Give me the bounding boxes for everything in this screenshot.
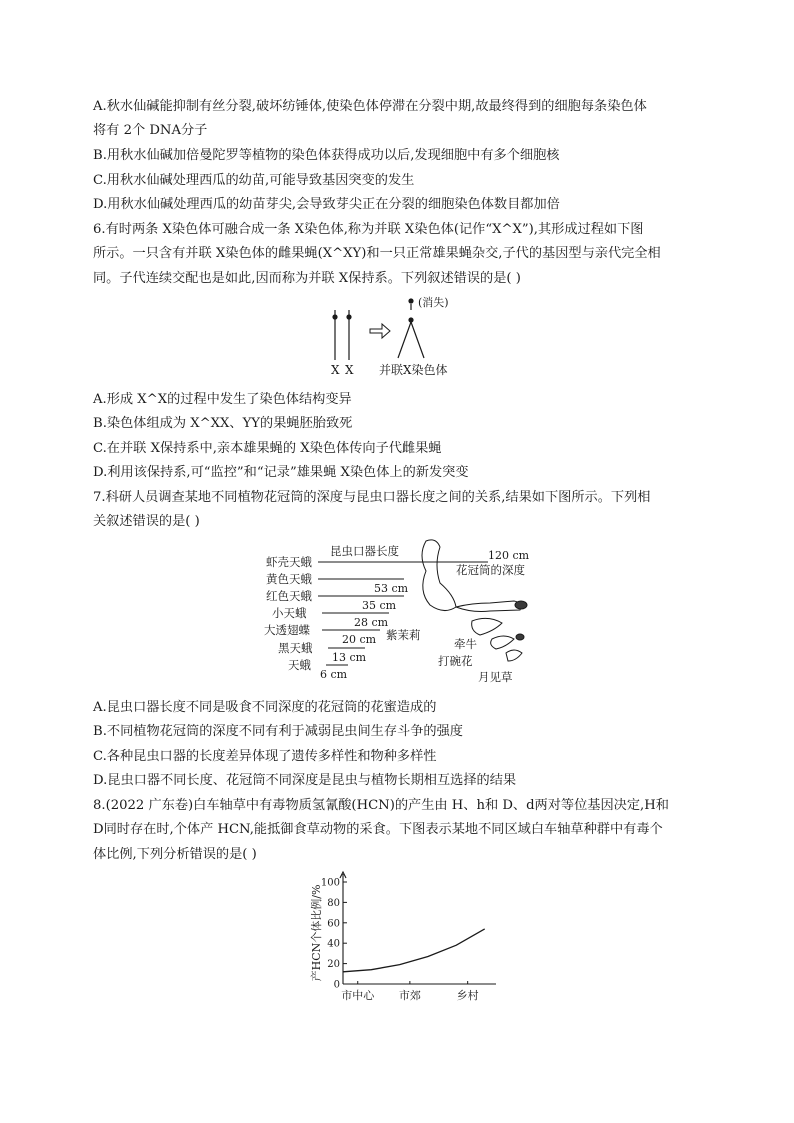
x-label-2: X xyxy=(345,363,354,377)
header-corolla: 花冠筒的深度 xyxy=(456,563,525,577)
lost-label: (消失) xyxy=(418,296,449,309)
y-tick-label: 20 xyxy=(327,959,340,971)
q5-option-d: D.用秋水仙碱处理西瓜的幼苗芽尖,会导致芽尖正在分裂的细胞染色体数目都加倍 xyxy=(93,197,560,212)
length-7: 6 cm xyxy=(320,668,348,681)
insect-7: 天蛾 xyxy=(288,658,311,672)
hcn-line-chart xyxy=(296,862,506,1007)
q6-stem-line3: 同。子代连续交配也是如此,因而称为并联 X保持系。下列叙述错误的是( ) xyxy=(93,271,521,286)
length-1: 120 cm xyxy=(488,549,530,562)
length-5: 20 cm xyxy=(342,633,377,646)
flower-3: 打碗花 xyxy=(438,654,473,668)
flower-4: 月见草 xyxy=(478,670,513,684)
q6-stem-line2: 所示。一只含有并联 X染色体的雌果蝇(X^XY)和一只正常雄果蝇杂交,子代的基因型与亲代完全相 xyxy=(93,246,661,261)
q8-stem-line1: 8.(2022 广东卷)白车轴草中有毒物质氢氰酸(HCN)的产生由 H、h和 D、d两对等位基因决定,H和 xyxy=(93,798,669,813)
insect-6: 黑天蛾 xyxy=(278,641,313,655)
insect-4: 小天蛾 xyxy=(272,606,307,620)
q7-option-b: B.不同植物花冠筒的深度不同有利于减弱昆虫间生存斗争的强度 xyxy=(93,724,463,739)
q8-stem-line2: D同时存在时,个体产 HCN,能抵御食草动物的采食。下图表示某地不同区域白车轴草种群中有毒个 xyxy=(93,822,663,837)
insect-1: 虾壳天蛾 xyxy=(266,555,312,569)
q7-stem-line2: 关叙述错误的是( ) xyxy=(93,514,200,529)
q6-stem-line1: 6.有时两条 X染色体可融合成一条 X染色体,称为并联 X染色体(记作“X^X”),其形成过程如下图 xyxy=(93,222,644,237)
y-tick-label: 0 xyxy=(333,979,340,991)
y-tick-label: 40 xyxy=(327,938,340,950)
q6-option-d: D.利用该保持系,可“监控”和“记录”雄果蝇 X染色体上的新发突变 xyxy=(93,465,469,480)
q6-option-c: C.在并联 X保持系中,亲本雄果蝇的 X染色体传向子代雌果蝇 xyxy=(93,441,442,456)
q7-option-c: C.各种昆虫口器的长度差异体现了遗传多样性和物种多样性 xyxy=(93,749,437,764)
length-4: 28 cm xyxy=(354,616,389,629)
q6-option-b: B.染色体组成为 X^XX、YY的果蝇胚胎致死 xyxy=(93,416,353,431)
y-tick-label: 100 xyxy=(320,877,340,889)
q6-option-a: A.形成 X^X的过程中发生了染色体结构变异 xyxy=(93,392,352,407)
length-3: 35 cm xyxy=(362,599,397,612)
q5-option-b: B.用秋水仙碱加倍曼陀罗等植物的染色体获得成功以后,发现细胞中有多个细胞核 xyxy=(93,148,560,163)
proboscis-corolla-figure xyxy=(258,535,538,685)
series-line-hcn xyxy=(343,929,485,972)
y-tick-label: 80 xyxy=(327,897,340,909)
x-tick-label: 市中心 xyxy=(341,989,375,1002)
attached-x-diagram xyxy=(320,290,480,380)
q8-stem-line3: 体比例,下列分析错误的是( ) xyxy=(93,847,257,862)
length-2: 53 cm xyxy=(374,582,409,595)
flower-1: 紫茉莉 xyxy=(386,628,421,642)
q5-option-a-line1: A.秋水仙碱能抑制有丝分裂,破坏纺锤体,使染色体停滞在分裂中期,故最终得到的细胞每条染色体 xyxy=(93,99,647,114)
arrow-icon xyxy=(370,324,390,338)
x-tick-label: 乡村 xyxy=(456,989,479,1002)
flower-2: 牵牛 xyxy=(454,637,477,651)
insect-2: 黄色天蛾 xyxy=(266,572,312,586)
insect-5: 大透翅蝶 xyxy=(264,623,310,637)
x-tick-label: 市郊 xyxy=(398,989,421,1002)
q5-option-c: C.用秋水仙碱处理西瓜的幼苗,可能导致基因突变的发生 xyxy=(93,173,415,188)
insect-3: 红色天蛾 xyxy=(266,589,312,603)
attached-x-label: 并联X染色体 xyxy=(379,363,448,377)
y-tick-label: 60 xyxy=(327,918,340,930)
q5-option-a-line2: 将有 2个 DNA分子 xyxy=(93,123,208,138)
length-6: 13 cm xyxy=(332,651,367,664)
q7-stem-line1: 7.科研人员调查某地不同植物花冠筒的深度与昆虫口器长度之间的关系,结果如下图所示。下列相 xyxy=(93,490,651,505)
q7-option-d: D.昆虫口器不同长度、花冠筒不同深度是昆虫与植物长期相互选择的结果 xyxy=(93,773,517,788)
x-label-1: X xyxy=(331,363,340,377)
y-axis-label: 产HCN个体比例/% xyxy=(310,884,323,982)
q7-option-a: A.昆虫口器长度不同是吸食不同深度的花冠筒的花蜜造成的 xyxy=(93,700,437,715)
header-proboscis: 昆虫口器长度 xyxy=(330,544,399,558)
